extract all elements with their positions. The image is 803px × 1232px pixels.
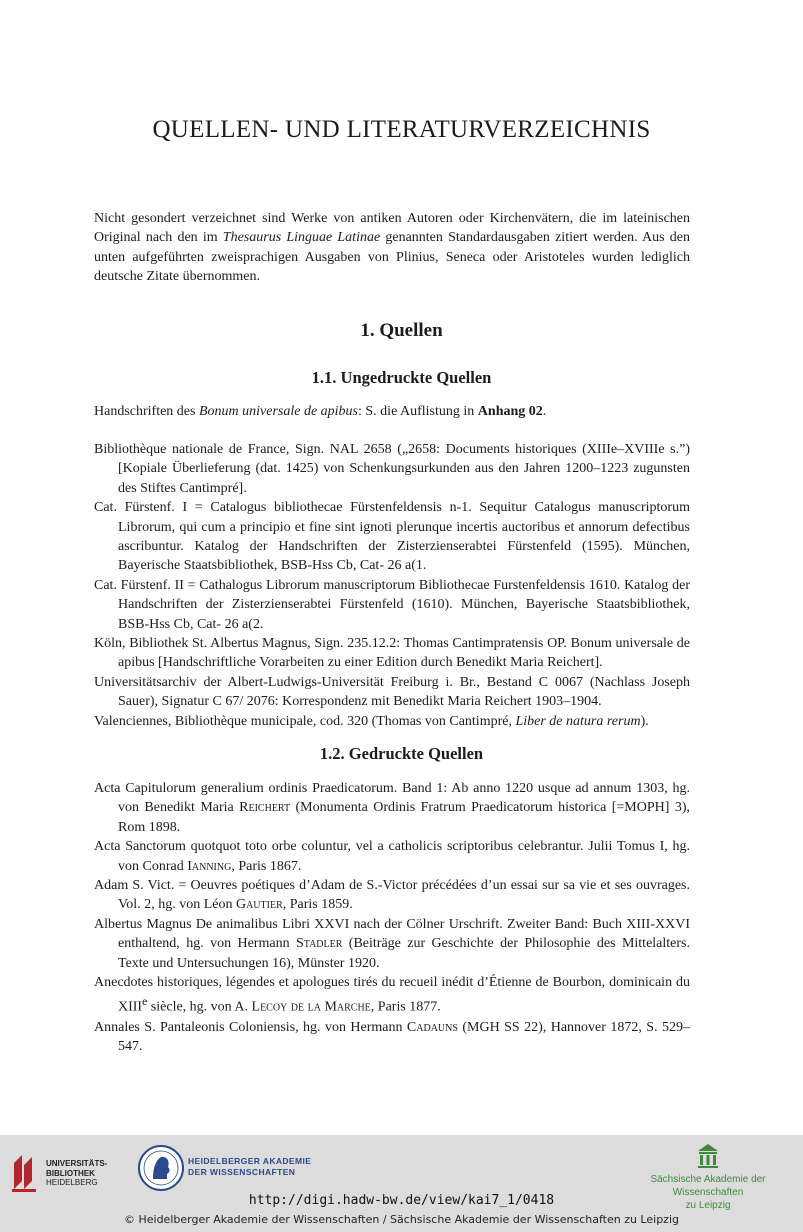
hadw-medallion-icon <box>138 1143 184 1193</box>
entry-author: Lecoy de la Marche <box>251 1000 371 1016</box>
list-item <box>94 779 690 837</box>
list-item <box>94 634 690 673</box>
list-item <box>94 498 690 576</box>
list-item <box>94 1018 690 1057</box>
ungedruckte-quellen-list <box>94 440 690 731</box>
hs-text-1: Handschriften des <box>94 404 199 419</box>
section-heading-quellen: 1. Quellen <box>360 320 443 341</box>
intro-italic-1: Thesaurus Linguae Latinae <box>222 230 381 246</box>
hadw-logo[interactable] <box>138 1141 328 1197</box>
entry-text: , Paris 1859. <box>282 897 353 913</box>
entry-text: siècle, hg. von A. <box>147 1000 252 1016</box>
list-item <box>94 712 690 731</box>
entry-italic: Liber de natura rerum <box>515 713 641 729</box>
gedruckte-quellen-list <box>94 779 690 1056</box>
hadw-line-1: HEIDELBERGER AKADEMIE <box>188 1156 312 1166</box>
entry-superscript: e <box>142 995 148 1009</box>
entry-text: Annales S. Pantaleonis Coloniensis, hg. von Hermann <box>94 1019 407 1035</box>
list-item <box>94 915 690 973</box>
entry-text: Bibliothèque nationale de France, Sign. NAL 2658 („2658: Documents historiques (XIIIe–XVIIIe s.”) [Kopiale Überlieferung (dat. 1425) von Schenkungsurkunden aus den Jahren 1200–1223 zugunsten des Stiftes Cantimpré]. <box>94 442 690 496</box>
list-item <box>94 576 690 634</box>
list-item <box>94 973 690 1017</box>
entry-text: (MGH SS 22), Hannover 1872, S. 529–547. <box>118 1019 690 1054</box>
permalink-url[interactable]: http://digi.hadw-bw.de/view/kai7_1/0418 <box>248 1193 555 1208</box>
footer-bar <box>0 1135 803 1232</box>
hs-text-2: : S. die Auflistung in <box>358 404 478 419</box>
ub-heidelberg-logo[interactable] <box>10 1145 120 1195</box>
saw-leipzig-building-icon <box>696 1143 720 1169</box>
subsection-heading-ungedruckte: 1.1. Ungedruckte Quellen <box>311 368 492 387</box>
ub-heidelberg-logo-icon <box>10 1151 40 1193</box>
ub-line-3: HEIDELBERG <box>46 1178 98 1187</box>
list-item <box>94 876 690 915</box>
list-item <box>94 440 690 498</box>
hadw-logo-text <box>188 1156 311 1178</box>
list-item <box>94 837 690 876</box>
entry-text: , Paris 1877. <box>370 1000 441 1016</box>
intro-text-1: Nicht gesondert verzeichnet sind Werke von antiken Autoren oder Kirchenvätern, die im lateinischen Original nach den im <box>94 211 690 246</box>
saw-line-2: zu Leipzig <box>685 1200 731 1211</box>
entry-text: Adam S. Vict. = Oeuvres poétiques d’Adam de S.-Victor précédées d’un essai sur sa vie et ses ouvrages. Vol. 2, hg. von Léon <box>94 878 690 913</box>
entry-author: Ianning <box>187 858 232 874</box>
entry-author: Reichert <box>239 800 291 816</box>
page-title: QUELLEN- UND LITERATURVERZEICHNIS <box>152 116 651 143</box>
entry-text: Cat. Fürstenf. I = Catalogus bibliothecae Fürstenfeldensis n-1. Sequitur Catalogus manuscriptorum Librorum, qui cum a principio et fine sint ignoti plerunque incertis auctoribus et annorum defectibus ascribuntur. Katalog der Handschriften der Zisterzienserabtei Fürstenfeld (1595). München, Bayerische Staatsbibliothek, BSB-Hss Cb, Cat- 26 a(1. <box>94 500 690 574</box>
ub-line-1: UNIVERSITÄTS- <box>46 1159 108 1168</box>
entry-text: (Beiträge zur Geschichte der Philosophie des Mittelalters. Texte und Untersuchungen 16), Münster 1920. <box>118 936 690 971</box>
entry-text: Albertus Magnus De animalibus Libri XXVI nach der Cölner Urschrift. Zweiter Band: Buch XIII-XXVI enthaltend, hg. von Hermann <box>94 916 690 952</box>
handschriften-note <box>94 402 690 421</box>
entry-text: Valenciennes, Bibliothèque municipale, cod. 320 (Thomas von Cantimpré, <box>94 713 516 729</box>
entry-text: Acta Capitulorum generalium ordinis Praedicatorum. Band 1: Ab anno 1220 usque ad annum 1303, hg. von Benedikt Maria <box>94 781 690 816</box>
entry-author: Cadauns <box>406 1019 458 1035</box>
entry-text: Köln, Bibliothek St. Albertus Magnus, Sign. 235.12.2: Thomas Cantimpratensis OP. Bonum universale de apibus [Handschriftliche Vorarbeiten zu einer Edition durch Benedikt Maria Reichert]. <box>94 636 690 671</box>
entry-text: , Paris 1867. <box>231 858 302 874</box>
entry-author: Stadler <box>295 936 343 952</box>
entry-text: Anecdotes historiques, légendes et apologues tirés du recueil inédit d’Étienne de Bourbon, dominicain du XIII <box>94 975 690 1016</box>
hs-italic-1: Bonum universale de apibus <box>198 404 358 419</box>
entry-text: (Monumenta Ordinis Fratrum Praedicatorum historica [=MOPH] 3), Rom 1898. <box>118 800 690 835</box>
hs-bold-1: Anhang 02 <box>477 404 543 419</box>
entry-text: Acta Sanctorum quotquot toto orbe coluntur, vel a catholicis scriptoribus celebrantur. Julii Tomus I, hg. von Conrad <box>94 839 690 874</box>
intro-paragraph <box>94 209 690 287</box>
subsection-heading-gedruckte: 1.2. Gedruckte Quellen <box>319 744 484 763</box>
saw-line-1: Sächsische Akademie der Wissenschaften <box>650 1174 766 1198</box>
intro-text-2: genannten Standardausgaben zitiert werden. Aus den unten aufgeführten zweisprachigen Ausgaben von Plinius, Seneca oder Aristoteles wurden lediglich deutsche Zitate übernommen. <box>94 230 690 285</box>
entry-text: Cat. Fürstenf. II = Cathalogus Librorum manuscriptorum Bibliothecae Furstenfeldensis 1610. Katalog der Handschriften der Zisterzienserabtei Fürstenfeld (1610). München, Bayerische Staatsbibliothek, BSB-Hss Cb, Cat- 26 a(2. <box>94 577 690 632</box>
ub-line-2: BIBLIOTHEK <box>46 1168 95 1178</box>
entry-author: Gautier <box>235 897 283 913</box>
hadw-line-2: DER WISSENSCHAFTEN <box>188 1167 296 1177</box>
list-item <box>94 673 690 712</box>
entry-text: Universitätsarchiv der Albert-Ludwigs-Universität Freiburg i. Br., Bestand C 0067 (Nachlass Joseph Sauer), Signatur C 67/ 2076: Korrespondenz mit Benedikt Maria Reichert 1903–1904. <box>94 674 690 710</box>
hs-text-3: . <box>542 404 547 419</box>
copyright-notice: © Heidelberger Akademie der Wissenschaften / Sächsische Akademie der Wissenschaften zu Leipzig <box>123 1213 679 1226</box>
ub-logo-text <box>46 1159 107 1188</box>
entry-text: ). <box>640 713 649 729</box>
